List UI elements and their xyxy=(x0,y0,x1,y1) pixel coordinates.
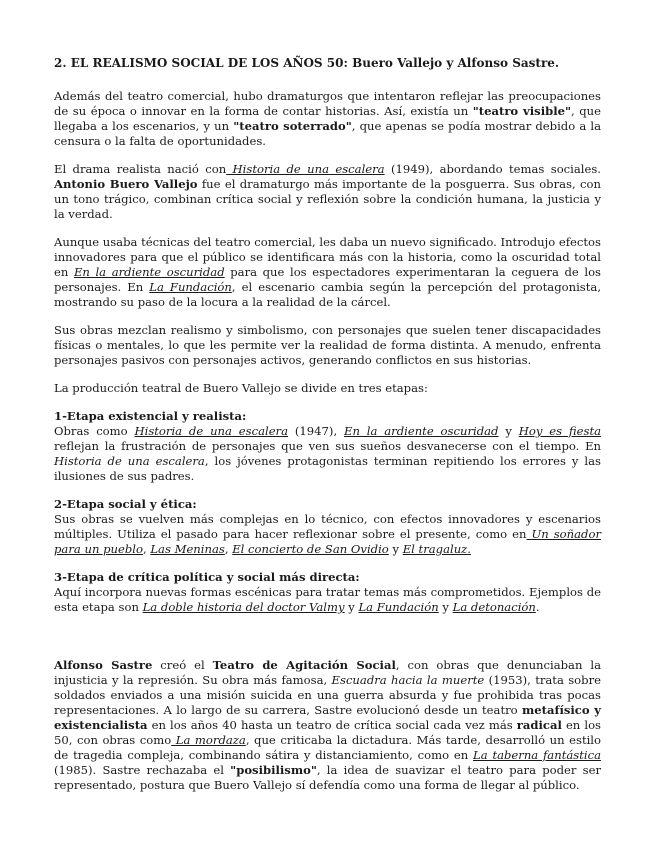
stage-3 xyxy=(54,570,601,615)
stage-text: Aquí incorpora nuevas formas escénicas para tratar temas más comprometidos. Ejemplos de esta etapa son La doble historia del doctor Valmy y La Fundación y La detonación. xyxy=(54,585,601,614)
stage-text: Sus obras se vuelven más complejas en lo técnico, con efectos innovadores y escenarios múltiples. Utiliza el pasado para hacer reflexionar sobre el presente, como en Un soñador para un pueblo, Las Meninas, El concierto de San Ovidio y El tragaluz. xyxy=(54,512,601,556)
work-title: La Fundación xyxy=(149,280,232,294)
work-title: La detonación xyxy=(452,600,536,614)
work-title: Un soñador para un pueblo xyxy=(54,527,601,556)
paragraph-simbolismo: Sus obras mezclan realismo y simbolismo, con personajes que suelen tener discapacidades físicas o mentales, lo que les permite ver la realidad de forma distinta. A menudo, enfrenta personajes pasivos con personajes activos, generando conflictos en sus historias. xyxy=(54,323,601,367)
bold-term: metafísico y existencialista xyxy=(54,703,601,732)
bold-term: "teatro visible" xyxy=(472,104,572,118)
stage-1 xyxy=(54,409,601,484)
work-title: La doble historia del doctor Valmy xyxy=(142,600,345,614)
stage-text: Obras como Historia de una escalera (1947), En la ardiente oscuridad y Hoy es fiesta reflejan la frustración de personajes que ven sus sueños desvanecerse con el tiempo. En Historia de una escalera, los jóvenes protagonistas terminan repitiendo los errores y las ilusiones de sus padres. xyxy=(54,424,602,483)
work-title: La Fundación xyxy=(358,600,439,614)
paragraph-drama-realista: El drama realista nació con Historia de una escalera (1949), abordando temas sociales. Antonio Buero Vallejo fue el dramaturgo más importante de la posguerra. Sus obras, con un tono trágico, combinan crítica social y reflexión sobre la condición humana, la justicia y la verdad. xyxy=(54,162,601,221)
work-title: Historia de una escalera xyxy=(54,454,205,468)
paragraph-intro: Además del teatro comercial, hubo dramaturgos que intentaron reflejar las preocupaciones de su época o innovar en la forma de contar historias. Así, existía un "teatro visible", que llegaba a los escenarios, y un "teatro soterrado", que apenas se podía mostrar debido a la censura o la falta de oportunidades. xyxy=(54,89,602,148)
work-title: La taberna fantástica xyxy=(473,748,601,762)
work-title: En la ardiente oscuridad xyxy=(344,424,499,438)
work-title: Hoy es fiesta xyxy=(518,424,602,438)
work-title: Las Meninas xyxy=(150,542,225,556)
bold-term: Teatro de Agitación Social xyxy=(212,658,396,672)
bold-term: "teatro soterrado" xyxy=(233,119,352,133)
stage-heading: 2-Etapa social y ética: xyxy=(54,497,197,511)
paragraph-sastre: Alfonso Sastre creó el Teatro de Agitación Social, con obras que denunciaban la injusticia y la represión. Su obra más famosa, Escuadra hacia la muerte (1953), trata sobre soldados enviados a una misión suicida en una guerra absurda y fue prohibida tras pocas representaciones. A lo largo de su carrera, Sastre evolucionó desde un teatro metafísico y existencialista en los años 40 hasta un teatro de crítica social cada vez más radical en los 50, con obras como La mordaza, que criticaba la dictadura. Más tarde, desarrolló un estilo de tragedia compleja, combinando sátira y distanciamiento, como en La taberna fantástica (1985). Sastre rechazaba el "posibilismo", la idea de suavizar el teatro para poder ser representado, postura que Buero Vallejo sí defendía como una forma de llegar al público. xyxy=(54,658,602,792)
paragraph-tecnicas: Aunque usaba técnicas del teatro comercial, les daba un nuevo significado. Introdujo efectos innovadores para que el público se identificara más con la historia, como la oscuridad total en En la ardiente oscuridad para que los espectadores experimentaran la ceguera de los personajes. En La Fundación, el escenario cambia según la percepción del protagonista, mostrando su paso de la locura a la realidad de la cárcel. xyxy=(54,235,602,309)
paragraph-etapas-intro: La producción teatral de Buero Vallejo se divide en tres etapas: xyxy=(54,381,428,395)
stage-heading: 3-Etapa de crítica política y social más directa: xyxy=(54,570,360,584)
work-title: La mordaza xyxy=(171,733,246,747)
spacer xyxy=(54,628,601,658)
author-name: Antonio Buero Vallejo xyxy=(54,177,198,191)
bold-term: "posibilismo" xyxy=(230,763,317,777)
section-title: 2. EL REALISMO SOCIAL DE LOS AÑOS 50: Buero Vallejo y Alfonso Sastre. xyxy=(54,56,560,70)
stage-2 xyxy=(54,497,601,557)
work-title: Escuadra hacia la muerte xyxy=(331,673,485,687)
work-title: El tragaluz. xyxy=(402,542,471,556)
stage-heading: 1-Etapa existencial y realista: xyxy=(54,409,247,423)
work-title: Historia de una escalera xyxy=(226,162,385,176)
work-title: En la ardiente oscuridad xyxy=(73,265,225,279)
work-title: El concierto de San Ovidio xyxy=(232,542,389,556)
work-title: Historia de una escalera xyxy=(134,424,289,438)
author-name: Alfonso Sastre xyxy=(54,658,153,672)
bold-term: radical xyxy=(516,718,562,732)
